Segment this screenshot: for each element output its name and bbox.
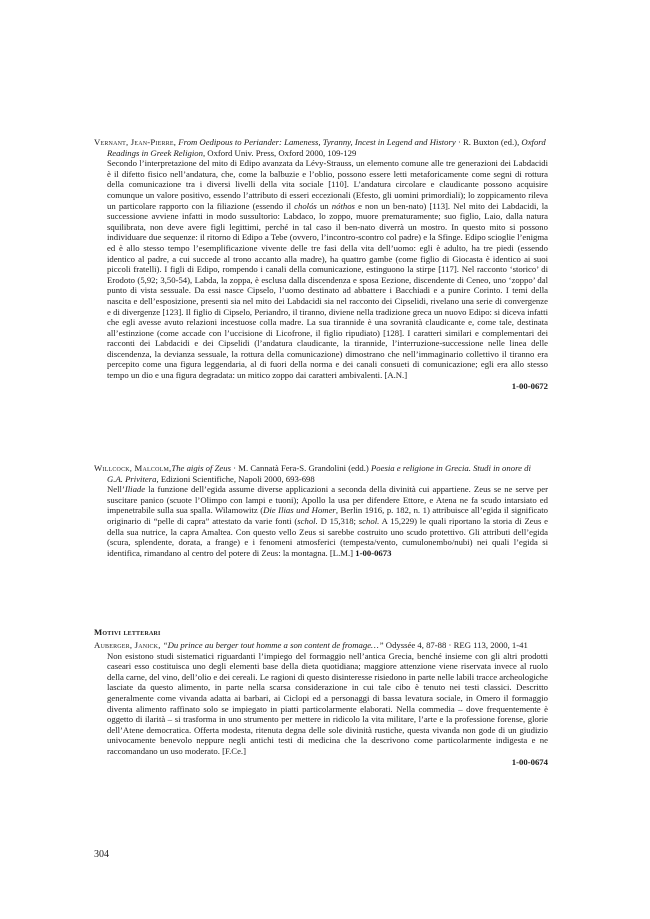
bibliography-entry bbox=[94, 640, 548, 767]
entry-author: Willcock, Malcolm, bbox=[94, 463, 172, 473]
entry-publication: REG 113, 2000, 1-41 bbox=[453, 640, 528, 650]
bibliography-entry bbox=[94, 463, 548, 558]
entry-book: Oxford Readings in Greek Religion bbox=[107, 137, 546, 158]
entry-editor: M. Cannatà Fera-S. Grandolini (edd.) bbox=[238, 463, 369, 473]
reviewer-initials: [A.N.] bbox=[384, 370, 408, 381]
entry-author: Vernant, Jean-Pierre, bbox=[94, 137, 177, 147]
entry-code: 1-00-0674 bbox=[511, 756, 548, 767]
entry-title: “Du prince au berger tout homme a son content de fromage…” bbox=[162, 640, 384, 650]
entry-publication: , Edizioni Scientifiche, Napoli 2000, 693-698 bbox=[156, 473, 315, 484]
entry-editor: R. Buxton (ed.), bbox=[463, 137, 520, 147]
entry-author: Auberger, Janick, bbox=[94, 640, 161, 650]
reviewer-initials: [F.Ce.] bbox=[222, 745, 246, 756]
entry-citation: Vernant, Jean-Pierre, From Oedipous to Periander: Lameness, Tyranny, Incest in Legend and History · R. Buxton (ed.), Oxford Readings in Greek Religion, Oxford Univ. Press, Oxford 2000, 109-129 bbox=[94, 137, 546, 158]
entry-abstract: Non esistono studi sistematici riguardanti l’impiego del formaggio nell’antica Grecia, benché insieme con gli altri prodotti caseari esso costituisca uno degli elementi base della dieta quotidiana; maggiore attenzione viene riservata invece al ruolo della carne, del vino, dell’olio e dei cereali. Le ragioni di questo disinteresse risiedono in parte nelle labili tracce archeologiche lasciate da questo alimento, in parte nella scarsa considerazione in cui tale cibo è tenuto nei testi classici. Descritto generalmente come vivanda adatta ai barbari, ai Ciclopi ed a personaggi di bassa levatura sociale, in Omero il formaggio diventa alimento raffinato solo se impiegato in piatti particolarmente elaborati. Nella commedia – dove frequentemente è oggetto di ilarità – si trasforma in uno strumento per mettere in ridicolo la vita militare, l’arte e la professione forense, glorie dell’Atene democratica. Offerta modesta, ritenuta degna delle sole divinità rustiche, questa vivanda non gode di un giudizio univocamente benevolo neppure negli antichi testi di medicina che la descrivono come particolarmente indigesta e ne raccomandano un uso moderato. [F.Ce.] bbox=[107, 650, 548, 756]
entry-title: From Oedipous to Periander: Lameness, Tyranny, Incest in Legend and History bbox=[178, 137, 456, 147]
entry-code: 1-00-0672 bbox=[511, 380, 548, 391]
entry-code: 1-00-0673 bbox=[355, 547, 392, 558]
entry-book: Poesia e religione in Grecia. Studi in onore di G.A. Privitera bbox=[107, 463, 531, 484]
reviewer-initials: [L.M.] bbox=[329, 547, 354, 558]
entry-abstract: Secondo l’interpretazione del mito di Edipo avanzata da Lévy-Strauss, un elemento comune alle tre generazioni dei Labdacidi è il difetto fisico nell’andatura, che, come la balbuzie e l’oblio, possono essere letti metaforicamente come segni di rottura della comunicazione tra i diversi livelli della vita sociale [110]. L’andatura circolare e claudicante possono acquisire comunque un valore positivo, essendo l’attributo di esseri eccezionali (Efesto, gli uomini primordiali); lo zoppicamento rileva un particolare rapporto con la filiazione (essendo il cholós un nóthos e non un ben-nato) [113]. Nel mito dei Labdacidi, la successione avviene infatti in modo sussultorio: Labdaco, lo zoppo, muore prematuramente; suo figlio, Laio, dalla natura squilibrata, non deve avere figli legittimi, perché in tal caso il ben-nato diverrà un mostro. In questo mito si possono individuare due sequenze: il ritorno di Edipo a Tebe (ovvero, l’incontro-scontro col padre) e la Sfinge. Edipo scioglie l’enigma ed è allo stesso tempo l’esemplificazione vivente delle tre fasi della vita dell’uomo: egli è adulto, ha tre piedi (essendo identico al padre, a cui succede al trono accanto alla madre), ha quattro gambe (come figlio di Giocasta è identico ai suoi piccoli fratelli). I figli di Edipo, rompendo i canali della comunicazione, estinguono la stirpe [117]. Nel racconto ‘storico’ di Erodoto (5,92; 3,50-54), Labda, la zoppa, è esclusa dalla discendenza e sposa Eezione, discendente di Ceneo, uno ‘zoppo’ dal punto di vista sessuale. Da essi nasce Cipselo, l’uomo destinato ad abbattere i Bacchiadi e a punire Corinto. I temi della nascita e dell’esposizione, presenti sia nel mito dei Labdacidi sia nel racconto dei Cipselidi, rivelano una serie di convergenze e di divergenze [123]. Il figlio di Cipselo, Periandro, il tiranno, diviene nella tradizione greca un nuovo Edipo: si diceva infatti che egli avesse avuto relazioni incestuose colla madre. La sua tirannide è una sovranità claudicante e, come tale, destinata all’estinzione (come accade con l’uccisione di Licofrone, il figlio ripudiato) [128]. I caratteri similari e complementari dei racconti dei Labdacidi e dei Cipselidi (l’andatura claudicante, la tirannide, l’interruzione-successione nelle linea delle discendenza, la devianza sessuale, la rottura della comunicazione) dimostrano che nell’immaginario collettivo il tiranno era percepito come una figura leggendaria, al di fuori della norma e dei canali consueti di comunicazione; egli era allo stesso tempo un dio e una figura degradata: un mitico zoppo dai caratteri ambivalenti. [A.N.] bbox=[107, 158, 548, 381]
entry-citation: Auberger, Janick, “Du prince au berger tout homme a son content de fromage…” Odyssée 4, 87-88 · REG 113, 2000, 1-41 bbox=[94, 640, 528, 650]
entry-citation: Willcock, Malcolm,The aigis of Zeus · M. Cannatà Fera-S. Grandolini (edd.) Poesia e religione in Grecia. Studi in onore di G.A. Privitera, Edizioni Scientifiche, Napoli 2000, 693-698 bbox=[94, 463, 531, 484]
entry-publication: , Oxford Univ. Press, Oxford 2000, 109-129 bbox=[202, 147, 357, 158]
section-title: Motivi letterari bbox=[94, 627, 161, 637]
entry-abstract: Nell’Iliade la funzione dell’egida assume diverse applicazioni a seconda della divinità cui appartiene. Zeus se ne serve per suscitare panico (scuote l’Olimpo con lampi e tuoni); Apollo la usa per difendere Ettore, e Atena ne fa scudo intarsiato ed impenetrabile sulla sua spalla. Wilamowitz (Die Ilias und Homer, Berlin 1916, p. 182, n. 1) attribuisce all’egida il significato originario di “pelle di capra” attestato da varie fonti (schol. D 15,318; schol. A 15,229) le quali riportano la storia di Zeus e della sua nutrice, la capra Amaltea. Con questo vello Zeus si sarebbe costruito uno scudo protettivo. Gli attributi dell’egida (scura, splendente, dorata, a frange) e i fenomeni atmosferici (tempesta/vento, cumulonembo/nubi) nei quali l’egida si identifica, rimandano al centro del potere di Zeus: la montagna. [L.M.] 1-00-0673 bbox=[107, 484, 549, 558]
bibliography-entry bbox=[94, 137, 548, 391]
entry-title: The aigis of Zeus bbox=[171, 463, 231, 473]
page-number: 304 bbox=[94, 849, 109, 860]
entry-journal: Odyssée 4, 87-88 bbox=[383, 640, 447, 650]
